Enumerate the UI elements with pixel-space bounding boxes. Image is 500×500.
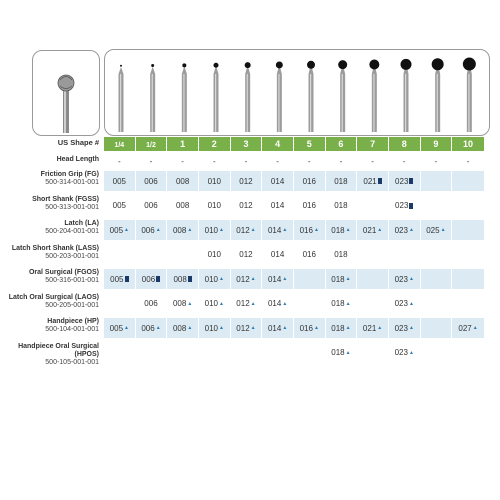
bur-icon xyxy=(463,58,476,132)
table-cell xyxy=(231,220,263,240)
triangle-marker-icon: ▲ xyxy=(408,300,414,307)
table-cell xyxy=(262,294,294,314)
part-number: 016 xyxy=(302,250,316,259)
part-number: 010 xyxy=(204,225,218,235)
table-cell xyxy=(262,245,294,265)
triangle-marker-icon: ▲ xyxy=(440,227,446,233)
triangle-marker-icon: ▲ xyxy=(377,325,383,331)
size-header-cell: 1 xyxy=(167,137,199,151)
square-marker-icon xyxy=(125,276,129,282)
bur-icon xyxy=(307,61,315,132)
row-code: 500-104-001-001 xyxy=(45,326,99,333)
table-cell xyxy=(452,245,484,265)
triangle-marker-icon: ▲ xyxy=(124,325,129,331)
row-title: Short Shank (FGSS) xyxy=(32,195,99,203)
table-cell xyxy=(231,245,263,265)
triangle-marker-icon: ▲ xyxy=(313,325,319,331)
table-cell xyxy=(294,343,326,363)
row-label xyxy=(0,318,99,334)
table-cell xyxy=(199,196,231,216)
triangle-marker-icon: ▲ xyxy=(155,227,161,233)
triangle-marker-icon: ▲ xyxy=(219,227,224,233)
part-number: 014 xyxy=(267,323,282,333)
triangle-marker-icon: ▲ xyxy=(282,227,288,233)
table-row xyxy=(104,171,484,191)
row-code: 500-105-001-001 xyxy=(45,358,99,366)
triangle-marker-icon: ▲ xyxy=(250,325,256,331)
table-cell xyxy=(167,196,199,216)
triangle-marker-icon: ▲ xyxy=(345,276,351,282)
head-length-cell: - xyxy=(389,156,421,166)
triangle-marker-icon: ▲ xyxy=(250,227,256,233)
row-title: Latch (LA) xyxy=(64,220,99,227)
bur-icon xyxy=(214,63,219,132)
row-code: 500-313-001-001 xyxy=(45,203,99,211)
table-cell xyxy=(262,343,294,363)
part-number: 010 xyxy=(207,176,221,186)
part-number: 023 xyxy=(394,348,408,357)
head-length-cell: - xyxy=(104,156,136,166)
part-number: 008 xyxy=(175,201,190,210)
part-number: 018 xyxy=(334,176,348,186)
row-code: 500-204-001-001 xyxy=(45,228,99,235)
part-number: 005 xyxy=(112,201,126,210)
part-number: 014 xyxy=(270,201,285,210)
triangle-marker-icon: ▲ xyxy=(345,300,351,307)
part-number: 006 xyxy=(141,274,156,284)
table-cell xyxy=(294,171,326,191)
bur-icon xyxy=(276,61,283,132)
table-cell xyxy=(167,318,199,338)
table-cell xyxy=(294,245,326,265)
triangle-marker-icon: ▲ xyxy=(345,227,351,233)
triangle-marker-icon: ▲ xyxy=(408,276,414,282)
part-number: 012 xyxy=(236,299,250,308)
table-cell xyxy=(167,220,199,240)
table-cell xyxy=(104,196,136,216)
table-cell xyxy=(421,269,453,289)
part-number: 005 xyxy=(109,323,124,333)
size-header-cell: 1/4 xyxy=(104,137,136,151)
triangle-marker-icon: ▲ xyxy=(345,325,351,331)
size-header-cell: 3 xyxy=(231,137,263,151)
part-number: 021 xyxy=(363,176,377,186)
table-cell xyxy=(389,318,421,338)
table-cell xyxy=(231,171,263,191)
square-marker-icon xyxy=(156,276,160,282)
head-length-cell: - xyxy=(136,156,168,166)
triangle-marker-icon: ▲ xyxy=(187,227,193,233)
part-number: 005 xyxy=(112,176,126,186)
table-cell xyxy=(326,343,358,363)
part-number: 012 xyxy=(239,250,253,259)
round-bur-icon xyxy=(33,51,99,135)
table-cell xyxy=(452,269,484,289)
table-cell xyxy=(326,220,358,240)
table-cell xyxy=(389,245,421,265)
table-cell xyxy=(167,294,199,314)
table-cell xyxy=(262,196,294,216)
part-number: 010 xyxy=(207,250,221,259)
head-length-cell: - xyxy=(466,156,470,166)
us-shape-label: US Shape # xyxy=(57,138,99,147)
table-cell xyxy=(199,171,231,191)
table-cell xyxy=(262,220,294,240)
head-length-cell: - xyxy=(421,156,453,166)
part-number: 016 xyxy=(302,176,316,186)
table-cell xyxy=(231,269,263,289)
table-cell xyxy=(452,294,484,314)
part-number: 008 xyxy=(175,176,190,186)
part-number: 016 xyxy=(302,201,316,210)
table-cell xyxy=(421,294,453,314)
part-number: 018 xyxy=(331,274,345,284)
part-number: 010 xyxy=(207,201,221,210)
part-number: 008 xyxy=(173,274,187,284)
table-cell xyxy=(294,196,326,216)
square-marker-icon xyxy=(378,178,382,184)
part-number: 005 xyxy=(109,225,124,235)
bur-icon xyxy=(401,59,412,132)
part-number: 014 xyxy=(267,225,282,235)
head-length-cell: - xyxy=(357,156,389,166)
row-label xyxy=(0,269,99,285)
table-cell xyxy=(262,269,294,289)
size-header-cell: 1/2 xyxy=(136,137,168,151)
row-label xyxy=(0,171,99,187)
table-cell xyxy=(104,171,136,191)
part-number: 023 xyxy=(394,274,408,284)
table-cell xyxy=(452,196,484,216)
triangle-marker-icon: ▲ xyxy=(219,325,224,331)
part-number: 014 xyxy=(267,299,282,308)
table-cell xyxy=(326,196,358,216)
size-header-cell: 2 xyxy=(199,137,231,151)
triangle-marker-icon: ▲ xyxy=(282,325,288,331)
part-number: 014 xyxy=(270,176,285,186)
part-number: 005 xyxy=(110,274,124,284)
size-header-cell: 5 xyxy=(294,137,326,151)
head-length-cell: - xyxy=(326,156,358,166)
table-cell xyxy=(199,245,231,265)
table-cell xyxy=(357,220,389,240)
size-header-cell: 9 xyxy=(421,137,453,151)
size-header-cell: 6 xyxy=(326,137,358,151)
table-cell xyxy=(421,318,453,338)
bur-icon xyxy=(150,64,155,132)
part-number: 021 xyxy=(362,225,377,235)
part-number: 010 xyxy=(204,299,218,308)
part-number: 027 xyxy=(458,323,472,333)
table-cell xyxy=(104,269,136,289)
part-number: 008 xyxy=(172,225,187,235)
table-cell xyxy=(452,318,484,338)
part-number: 006 xyxy=(141,225,155,235)
row-code: 500-316-001-001 xyxy=(45,277,99,284)
table-cell xyxy=(104,245,136,265)
size-header-cell: 10 xyxy=(463,139,474,149)
row-code: 500-314-001-001 xyxy=(45,179,99,186)
part-number: 010 xyxy=(204,274,218,284)
square-marker-icon xyxy=(409,178,413,184)
table-cell xyxy=(104,318,136,338)
table-cell xyxy=(357,343,389,363)
table-cell xyxy=(199,220,231,240)
triangle-marker-icon: ▲ xyxy=(250,276,256,282)
table-cell xyxy=(136,196,168,216)
part-number: 018 xyxy=(334,201,348,210)
part-number: 010 xyxy=(204,323,218,333)
table-cell xyxy=(326,318,358,338)
table-cell xyxy=(452,220,484,240)
bur-thumbnail xyxy=(32,50,100,136)
table-cell xyxy=(294,220,326,240)
row-title: Latch Short Shank (LASS) xyxy=(11,244,99,252)
table-cell xyxy=(167,171,199,191)
part-number: 008 xyxy=(172,323,187,333)
table-cell xyxy=(452,171,484,191)
row-code: 500-203-001-001 xyxy=(45,252,99,260)
part-number: 012 xyxy=(236,323,250,333)
table-cell xyxy=(231,343,263,363)
table-cell xyxy=(136,269,168,289)
part-number: 014 xyxy=(267,274,282,284)
table-cell xyxy=(389,196,421,216)
part-number: 023 xyxy=(395,201,409,210)
table-cell xyxy=(294,318,326,338)
part-number: 018 xyxy=(331,299,345,308)
table-cell xyxy=(136,245,168,265)
table-cell xyxy=(231,318,263,338)
triangle-marker-icon: ▲ xyxy=(282,300,288,307)
table-cell xyxy=(199,269,231,289)
table-row xyxy=(104,220,484,240)
table-cell xyxy=(326,245,358,265)
table-cell xyxy=(389,269,421,289)
part-number: 008 xyxy=(172,299,187,308)
row-label xyxy=(0,245,99,261)
table-cell xyxy=(104,220,136,240)
part-number: 006 xyxy=(144,299,158,308)
part-number: 018 xyxy=(334,250,348,259)
table-row xyxy=(104,294,484,314)
table-cell xyxy=(167,245,199,265)
table-cell xyxy=(421,171,453,191)
table-row xyxy=(104,245,484,265)
bur-icon xyxy=(119,65,124,132)
triangle-marker-icon: ▲ xyxy=(408,227,414,233)
bur-icon xyxy=(245,62,251,132)
head-length-cell: - xyxy=(294,156,326,166)
size-header-cell: 4 xyxy=(262,137,294,151)
table-cell xyxy=(262,318,294,338)
part-number: 006 xyxy=(141,323,155,333)
table-cell xyxy=(326,171,358,191)
table-cell xyxy=(199,294,231,314)
bur-icon xyxy=(369,60,379,133)
row-title: Handpiece Oral Surgical (HPOS) xyxy=(18,342,99,358)
table-cell xyxy=(389,343,421,363)
triangle-marker-icon: ▲ xyxy=(313,227,319,233)
head-length-row xyxy=(104,156,484,166)
part-number: 006 xyxy=(144,176,158,186)
part-number: 023 xyxy=(395,176,409,186)
row-label xyxy=(0,196,99,212)
table-cell xyxy=(389,171,421,191)
part-number: 014 xyxy=(270,250,285,259)
row-title: Handpiece (HP) xyxy=(47,318,99,325)
row-title: Latch Oral Surgical (LAOS) xyxy=(8,293,99,301)
table-row xyxy=(104,343,484,363)
triangle-marker-icon: ▲ xyxy=(345,349,351,356)
size-header-cell: 7 xyxy=(357,137,389,151)
table-cell xyxy=(357,294,389,314)
triangle-marker-icon: ▲ xyxy=(219,276,224,282)
bur-lineup-graphic xyxy=(105,50,489,135)
table-cell xyxy=(357,171,389,191)
head-length-cell: - xyxy=(231,156,263,166)
part-number: 012 xyxy=(236,225,250,235)
row-title: Friction Grip (FG) xyxy=(40,171,99,178)
triangle-marker-icon: ▲ xyxy=(377,227,383,233)
part-number: 012 xyxy=(236,274,250,284)
table-cell xyxy=(357,318,389,338)
table-cell xyxy=(294,294,326,314)
table-row xyxy=(104,196,484,216)
table-cell xyxy=(421,343,453,363)
table-cell xyxy=(452,343,484,363)
table-cell xyxy=(421,196,453,216)
row-code: 500-205-001-001 xyxy=(45,301,99,309)
table-cell xyxy=(294,269,326,289)
table-row xyxy=(104,269,484,289)
part-number: 012 xyxy=(239,176,253,186)
table-cell xyxy=(357,245,389,265)
triangle-marker-icon: ▲ xyxy=(250,300,256,307)
table-cell xyxy=(421,220,453,240)
table-cell xyxy=(389,220,421,240)
part-number: 016 xyxy=(299,225,313,235)
part-number: 006 xyxy=(144,201,158,210)
part-number: 012 xyxy=(239,201,253,210)
table-cell xyxy=(262,171,294,191)
table-cell xyxy=(136,294,168,314)
size-header-bar xyxy=(104,137,484,151)
triangle-marker-icon: ▲ xyxy=(155,325,161,331)
triangle-marker-icon: ▲ xyxy=(408,349,414,356)
row-label xyxy=(0,220,99,236)
triangle-marker-icon: ▲ xyxy=(408,325,414,331)
part-number: 021 xyxy=(362,323,377,333)
table-cell xyxy=(326,269,358,289)
part-number: 023 xyxy=(394,323,408,333)
table-cell xyxy=(199,343,231,363)
table-cell xyxy=(136,220,168,240)
part-number: 025 xyxy=(426,225,440,235)
head-length-cell: - xyxy=(199,156,231,166)
triangle-marker-icon: ▲ xyxy=(187,300,193,307)
table-cell xyxy=(136,343,168,363)
triangle-marker-icon: ▲ xyxy=(472,325,478,331)
bur-icon xyxy=(182,63,187,132)
row-title: Oral Surgical (FGOS) xyxy=(28,269,99,276)
square-marker-icon xyxy=(188,276,192,282)
part-number: 018 xyxy=(331,348,345,357)
head-length-cell: - xyxy=(262,156,294,166)
head-length-cell: - xyxy=(167,156,199,166)
table-cell xyxy=(326,294,358,314)
square-marker-icon xyxy=(409,203,413,209)
table-cell xyxy=(357,269,389,289)
part-number: 023 xyxy=(394,299,408,308)
table-cell xyxy=(136,318,168,338)
table-cell xyxy=(167,343,199,363)
size-header-cell: 8 xyxy=(389,137,421,151)
table-row xyxy=(104,318,484,338)
table-cell xyxy=(389,294,421,314)
bur-lineup xyxy=(104,49,490,136)
table-cell xyxy=(199,318,231,338)
table-cell xyxy=(231,294,263,314)
table-cell xyxy=(421,245,453,265)
table-cell xyxy=(231,196,263,216)
table-cell xyxy=(136,171,168,191)
triangle-marker-icon: ▲ xyxy=(124,227,129,233)
head-length-label: Head Length xyxy=(56,156,99,163)
row-label xyxy=(0,294,99,310)
bur-icon xyxy=(338,60,347,132)
table-cell xyxy=(167,269,199,289)
row-label xyxy=(0,343,99,367)
triangle-marker-icon: ▲ xyxy=(187,325,193,331)
triangle-marker-icon: ▲ xyxy=(282,276,288,282)
table-cell xyxy=(104,294,136,314)
part-number: 018 xyxy=(331,225,345,235)
triangle-marker-icon: ▲ xyxy=(219,300,224,307)
part-number: 018 xyxy=(331,323,345,333)
bur-icon xyxy=(432,58,444,132)
part-number: 023 xyxy=(394,225,408,235)
table-cell xyxy=(357,196,389,216)
table-cell xyxy=(104,343,136,363)
part-number: 016 xyxy=(299,323,313,333)
